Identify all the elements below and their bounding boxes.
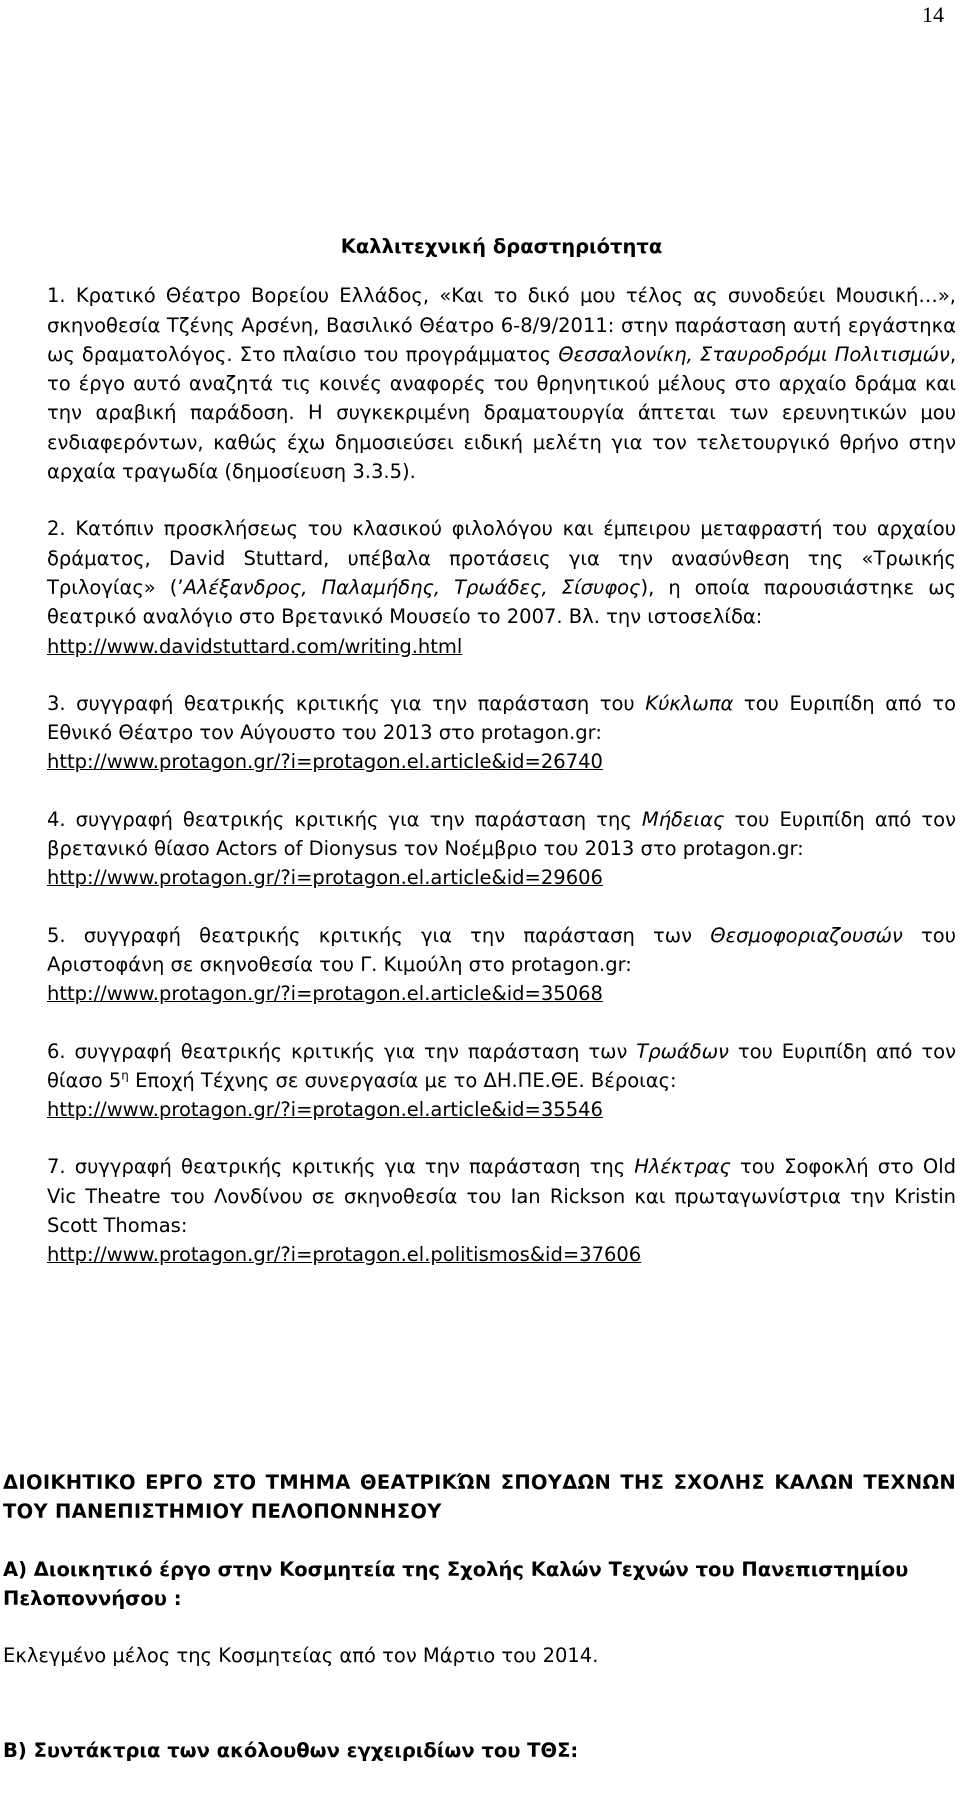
- list-item: [47, 1152, 956, 1269]
- item-link[interactable]: http://www.protagon.gr/?i=protagon.el.article&id=35068: [47, 982, 603, 1006]
- item-link[interactable]: http://www.protagon.gr/?i=protagon.el.article&id=35546: [47, 1098, 603, 1122]
- item-link[interactable]: http://www.protagon.gr/?i=protagon.el.politismos&id=37606: [47, 1243, 642, 1267]
- list-item: [47, 689, 956, 777]
- item-italic-title: Ηλέκτρας: [634, 1155, 731, 1179]
- item-text: 6. συγγραφή θεατρικής κριτικής για την παράσταση των: [47, 1039, 637, 1063]
- item-text: του Σοφοκλή στο Old Vic Theatre του Λονδίνου σε σκηνοθεσία του Ian Rickson και πρωταγωνίστρια την Kristin Scott Thomas:: [47, 1155, 956, 1238]
- list-item: [47, 514, 956, 660]
- list-item: [47, 805, 956, 893]
- item-italic-title: Μήδειας: [641, 807, 725, 831]
- item-link[interactable]: http://www.protagon.gr/?i=protagon.el.article&id=29606: [47, 866, 603, 890]
- item-text: 5. συγγραφή θεατρικής κριτικής για την παράσταση των: [47, 923, 711, 947]
- list-item: [47, 1037, 956, 1125]
- item-text: 4. συγγραφή θεατρικής κριτικής για την παράσταση της: [47, 807, 642, 831]
- item-text: , το έργο αυτό αναζητά τις κοινές αναφορές του θρηνητικού μέλους στο αρχαίο δράμα και την αραβική παράδοση. Η συγκεκριμένη δραματουργία άπτεται των ερευνητικών μου ενδιαφερόντων, καθώς έχω δημοσιεύσει ειδική μελέτη για τον τελετουργικό θρήνο στην αρχαία τραγωδία (δημοσίευση 3.3.5).: [47, 342, 957, 484]
- item-text: ), η οποία παρουσιάστηκε ως θεατρικό αναλόγιο στο Βρετανικό Μουσείο το 2007. Βλ. την ιστοσελίδα:: [47, 575, 957, 629]
- item-italic-title: Θεσσαλονίκη, Σταυροδρόμι Πολιτισμών: [558, 342, 950, 366]
- superscript: η: [121, 1068, 129, 1083]
- section-title: Καλλιτεχνική δραστηριότητα: [340, 235, 663, 258]
- list-item: [47, 921, 956, 1009]
- artistic-activity-section: [47, 232, 956, 1298]
- item-text: του Ευριπίδη από τον βρετανικό θίασο Actors of Dionysus τον Νοέμβριο του 2013 στο protagon.gr:: [47, 807, 956, 861]
- admin-heading: ΔΙΟΙΚΗΤΙΚΟ ΕΡΓΟ ΣΤΟ ΤΜΗΜΑ ΘΕΑΤΡΙΚΏΝ ΣΠΟΥΔΩΝ ΤΗΣ ΣΧΟΛΗΣ ΚΑΛΩΝ ΤΕΧΝΩΝ ΤΟΥ ΠΑΝΕΠΙΣΤΗΜΙΟΥ ΠΕΛΟΠΟΝΝΗΣΟΥ: [3, 1471, 956, 1524]
- subsection-a-text: Εκλεγμένο μέλος της Κοσμητείας από τον Μάρτιο του 2014.: [3, 1644, 599, 1668]
- item-text: του Ευριπίδη από το Εθνικό Θέατρο τον Αύγουστο του 2013 στο protagon.gr:: [47, 691, 956, 745]
- list-item: [47, 281, 956, 486]
- item-italic-title: Αλέξανδρος, Παλαμήδης, Τρωάδες, Σίσυφος: [183, 575, 641, 599]
- item-text: Εποχή Τέχνης σε συνεργασία με το ΔΗ.ΠΕ.ΘΕ. Βέροιας:: [128, 1068, 677, 1092]
- item-text: 1. Κρατικό Θέατρο Βορείου Ελλάδος, «Και το δικό μου τέλος ας συνοδεύει Μουσική…», σκηνοθεσία Τζένης Αρσένη, Βασιλικό Θέατρο 6-8/9/2011: στην παράσταση αυτή εργάστηκα ως δραματολόγος. Στο πλαίσιο του προγράμματος: [47, 284, 956, 366]
- item-link[interactable]: http://www.protagon.gr/?i=protagon.el.article&id=26740: [47, 750, 603, 774]
- item-italic-title: Τρωάδων: [636, 1039, 729, 1063]
- page-number: 14: [922, 2, 944, 27]
- item-text: του Ευριπίδη από τον θίασο 5: [47, 1039, 956, 1092]
- item-italic-title: Θεσμοφοριαζουσών: [710, 923, 903, 947]
- item-link[interactable]: http://www.davidstuttard.com/writing.html: [47, 634, 463, 658]
- item-text: 3. συγγραφή θεατρικής κριτικής για την παράσταση του: [47, 691, 646, 715]
- item-text: 7. συγγραφή θεατρικής κριτικής για την παράσταση της: [47, 1155, 635, 1179]
- administrative-section: [3, 1468, 956, 1794]
- subsection-a-heading: A) Διοικητικό έργο στην Κοσμητεία της Σχολής Καλών Τεχνών του Πανεπιστημίου Πελοποννήσου :: [3, 1557, 909, 1610]
- item-italic-title: Κύκλωπα: [645, 691, 734, 715]
- item-text: του Αριστοφάνη σε σκηνοθεσία του Γ. Κιμούλη στο protagon.gr:: [47, 923, 956, 976]
- item-text: 2. Κατόπιν προσκλήσεως του κλασικού φιλολόγου και έμπειρου μεταφραστή του αρχαίου δράματος, David Stuttard, υπέβαλα προτάσεις για την ανασύνθεση της «Τρωικής Τριλογίας» (’: [47, 517, 956, 599]
- subsection-b-heading: Β) Συντάκτρια των ακόλουθων εγχειριδίων του ΤΘΣ:: [3, 1739, 579, 1763]
